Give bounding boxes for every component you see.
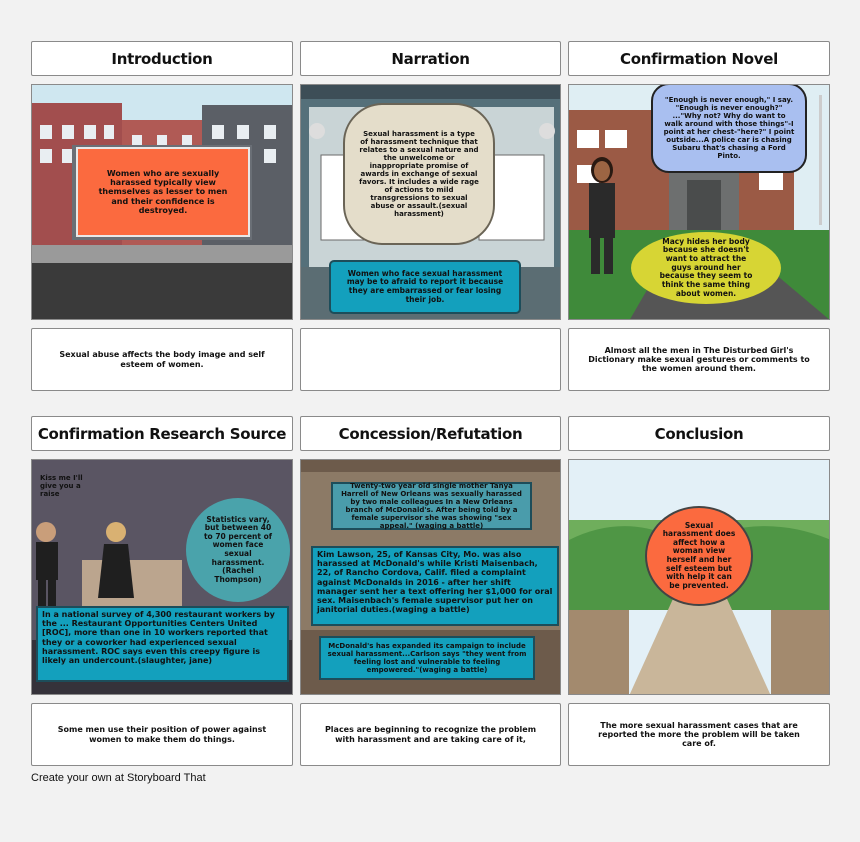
title-confirmation-novel: Confirmation Novel: [568, 41, 830, 76]
footer-credit[interactable]: Create your own at Storyboard That: [31, 772, 206, 784]
caption-introduction: Sexual abuse affects the body image and self esteem of women.: [31, 328, 293, 391]
panel-conclusion: [568, 459, 830, 695]
concession-lawson-box: Kim Lawson, 25, of Kansas City, Mo. was also harassed at McDonald's while Kristi Maisenbach, 22, of Rancho Cordova, Calif. filed a complaint against McDonalds in 2016 - after her shift manager sent her a text offering her $1,000 for oral sex. Maisenbach's female supervisor put her on janitorial duties.(waging a battle): [311, 546, 559, 626]
caption-confirmation-novel: Almost all the men in The Disturbed Girl's Dictionary make sexual gestures or comments to the women around them.: [568, 328, 830, 391]
panel-introduction: [31, 84, 293, 320]
title-conclusion: Conclusion: [568, 416, 830, 451]
concession-harrell-box: Twenty-two year old single mother Tanya Harrell of New Orleans was sexually harassed by two male colleagues In a New Orleans branch of McDonald's. After being told by a female supervisor she was showing "sex appeal." (waging a battle): [331, 482, 532, 530]
panel-narration: [300, 84, 561, 320]
novel-thought-bubble: Macy hides her body because she doesn't want to attract the guys around her because they seem to think the same thing about women.: [631, 232, 781, 304]
novel-speech-bubble: "Enough is never enough," I say. "Enough is never enough?" ..."Why not? Why do want to walk around with those things"-I point at her chest-"here?" I point outside...A police car is chasing Subaru that's chasing a Ford Pinto.: [651, 84, 807, 173]
caption-research-source: Some men use their position of power against women to make them do things.: [31, 703, 293, 766]
title-introduction: Introduction: [31, 41, 293, 76]
panel-confirmation-novel: [568, 84, 830, 320]
title-concession-refutation: Concession/Refutation: [300, 416, 561, 451]
caption-narration: [300, 328, 561, 391]
intro-billboard-text: Women who are sexually harassed typically view themselves as lesser to men and their confidence is destroyed.: [76, 147, 250, 237]
conclusion-circle: Sexual harassment does affect how a woman view herself and her self esteem but with help it can be prevented.: [645, 506, 753, 606]
title-narration: Narration: [300, 41, 561, 76]
title-confirmation-research-source: Confirmation Research Source: [31, 416, 293, 451]
narration-scroll-text: Sexual harassment is a type of harassment technique that relates to a sexual nature and the unwelcome or inappropriate promise of awards in exchange of sexual favors. It includes a wide rage of actions to mild transgressions to sexual abuse or assault.(sexual harassment): [343, 103, 495, 245]
caption-conclusion: The more sexual harassment cases that are reported the more the problem will be taken care of.: [568, 703, 830, 766]
panel-concession: [300, 459, 561, 695]
narration-banner-text: Women who face sexual harassment may be to afraid to report it because they are embarrassed or fear losing their job.: [329, 260, 521, 314]
research-survey-box: In a national survey of 4,300 restaurant workers by the ... Restaurant Opportunities Centers United [ROC], more than one in 10 workers reported that they or a coworker had experienced sexual harassment. ROC says even this creepy figure is likely an undercount.(slaughter, jane): [36, 606, 289, 682]
research-speech-text: Kiss me I'll give you a raise: [40, 474, 83, 499]
concession-campaign-box: McDonald's has expanded its campaign to include sexual harassment...Carlson says "they went from feeling lost and vulnerable to feeling empowered."(waging a battle): [319, 636, 535, 680]
panel-research-source: [31, 459, 293, 695]
caption-concession: Places are beginning to recognize the problem with harassment and are taking care of it,: [300, 703, 561, 766]
research-statistic-circle: Statistics vary, but between 40 to 70 percent of women face sexual harassment. (Rachel Thompson): [186, 498, 290, 602]
